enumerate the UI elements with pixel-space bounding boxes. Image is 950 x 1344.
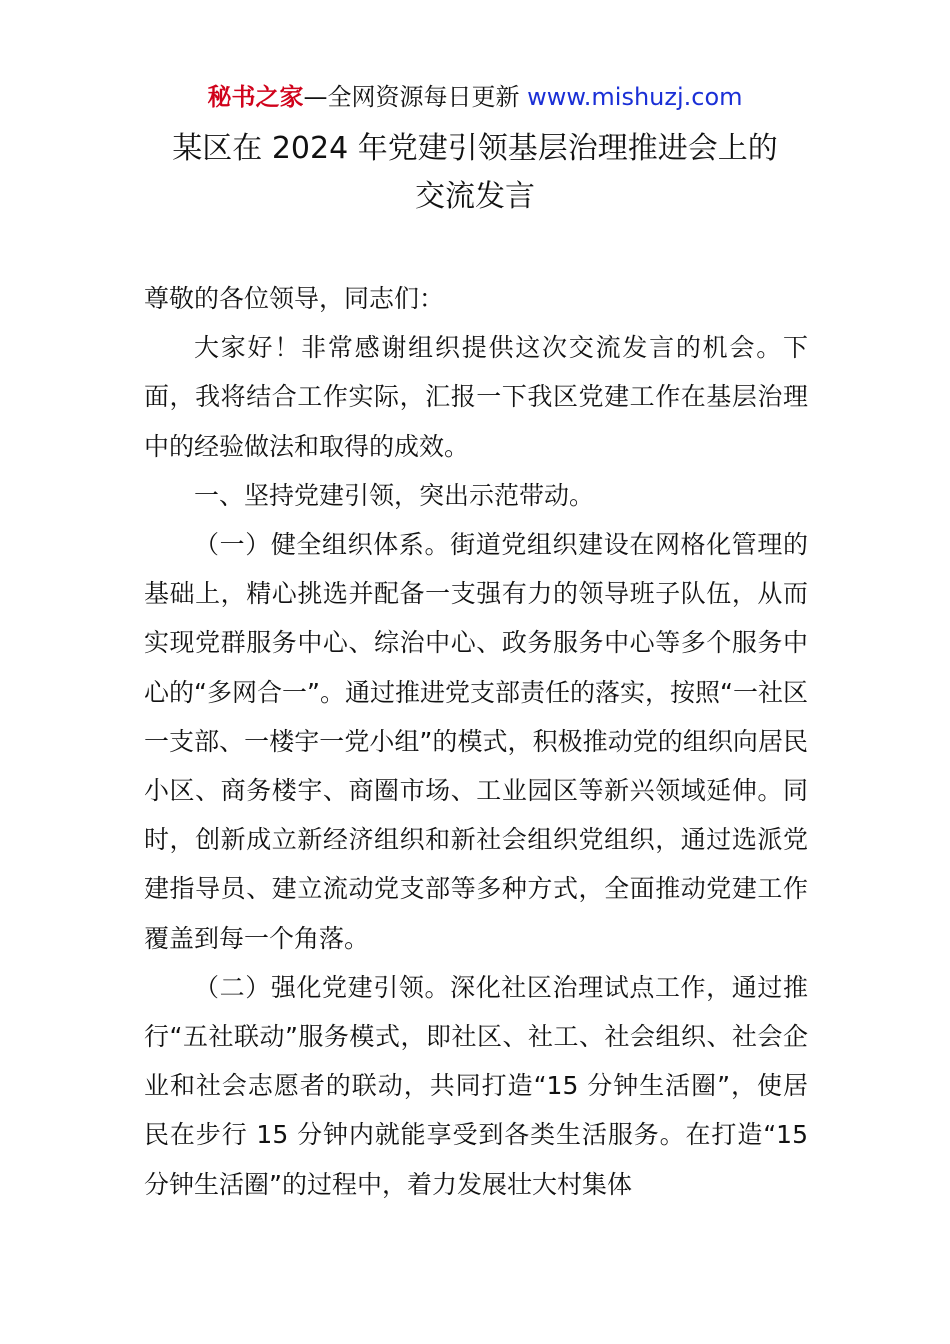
- site-tagline: —全网资源每日更新: [303, 83, 528, 111]
- document-body: [144, 274, 808, 1209]
- paragraph-intro: 大家好！非常感谢组织提供这次交流发言的机会。下面，我将结合工作实际，汇报一下我区党建工作在基层治理中的经验做法和取得的成效。: [144, 333, 808, 461]
- document-title: [0, 125, 950, 221]
- site-header: [0, 80, 950, 114]
- title-line-2: 交流发言: [415, 179, 535, 214]
- paragraph-organization-system: （一）健全组织体系。街道党组织建设在网格化管理的基础上，精心挑选并配备一支强有力的领导班子队伍，从而实现党群服务中心、综治中心、政务服务中心等多个服务中心的“多网合一”。通过推进党支部责任的落实，按照“一社区一支部、一楼宇一党小组”的模式，积极推动党的组织向居民小区、商务楼宇、商圈市场、工业园区等新兴领域延伸。同时，创新成立新经济组织和新社会组织党组织，通过选派党建指导员、建立流动党支部等多种方式，全面推动党建工作覆盖到每一个角落。: [144, 530, 808, 953]
- brand-name: 秘书之家: [207, 83, 304, 111]
- salutation: 尊敬的各位领导，同志们：: [144, 284, 445, 313]
- site-url-link[interactable]: www.mishuzj.com: [527, 83, 743, 111]
- paragraph-party-leadership: （二）强化党建引领。深化社区治理试点工作，通过推行“五社联动”服务模式，即社区、社工、社会组织、社会企业和社会志愿者的联动，共同打造“15 分钟生活圈”，使居民在步行 15 分钟内就能享受到各类生活服务。在打造“15 分钟生活圈”的过程中，着力发展壮大村集体: [144, 972, 808, 1199]
- section-heading-1: 一、坚持党建引领，突出示范带动。: [194, 480, 595, 510]
- title-line-1: 某区在 2024 年党建引领基层治理推进会上的: [172, 131, 778, 166]
